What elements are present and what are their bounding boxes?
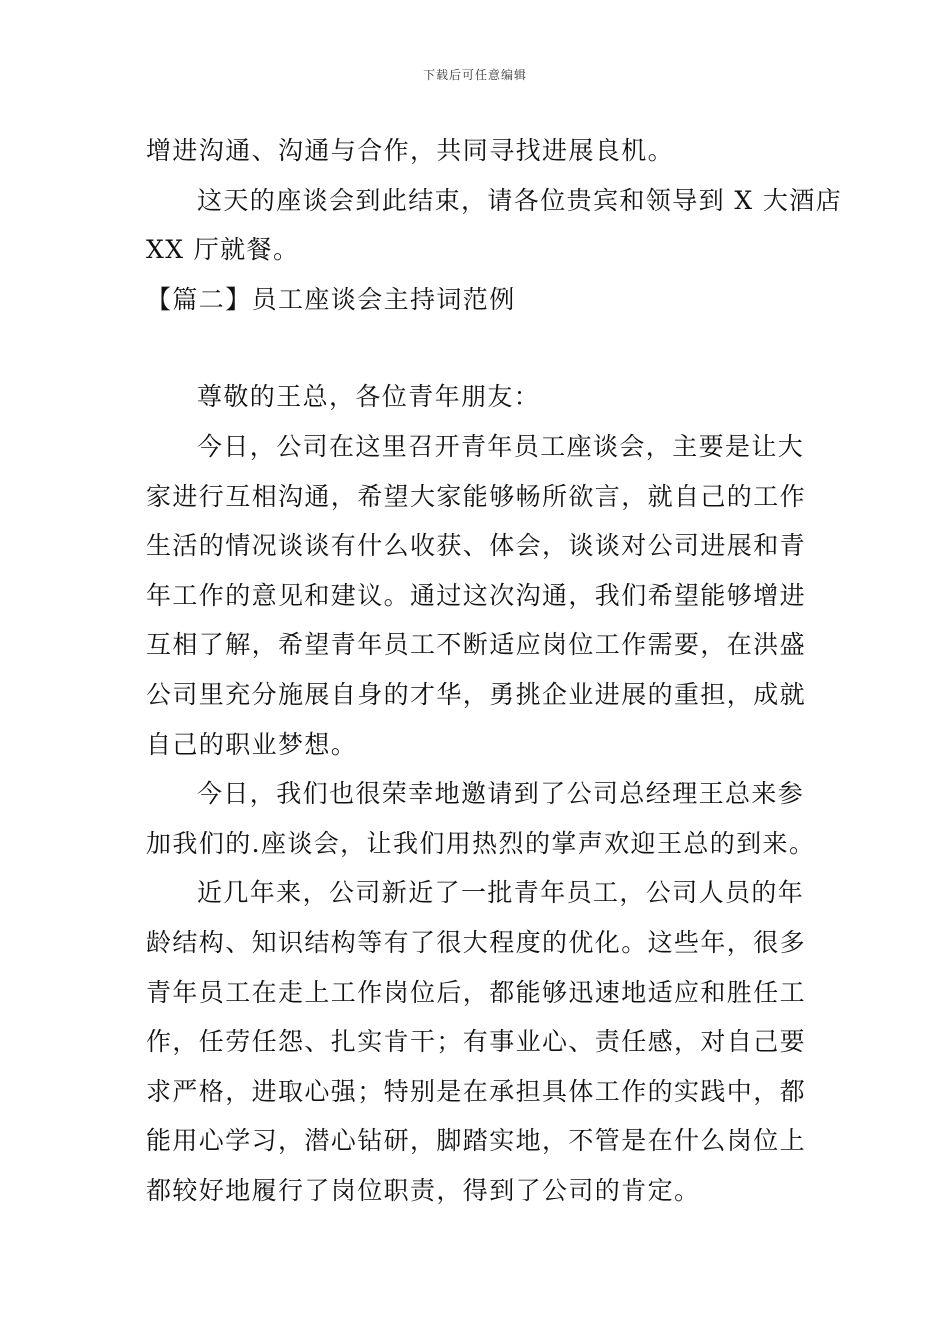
paragraph-line: 都较好地履行了岗位职责，得到了公司的肯定。 (146, 1175, 701, 1205)
paragraph-line: 生活的情况谈谈有什么收获、体会，谈谈对公司进展和青 (146, 531, 807, 561)
paragraph-line: 近几年来，公司新近了一批青年员工，公司人员的年 (197, 878, 805, 908)
salutation-line: 尊敬的王总，各位青年朋友： (197, 382, 541, 412)
paragraph-line: 年工作的意见和建议。通过这次沟通，我们希望能够增进 (146, 580, 807, 610)
paragraph-line: 作，任劳任怨、扎实肯干；有事业心、责任感，对自己要 (146, 1027, 807, 1057)
paragraph-line: 加我们的.座谈会，让我们用热烈的掌声欢迎王总的到来。 (146, 828, 816, 858)
paragraph-line: 青年员工在走上工作岗位后，都能够迅速地适应和胜任工 (146, 977, 807, 1007)
paragraph-line: 能用心学习，潜心钻研，脚踏实地，不管是在什么岗位上 (146, 1126, 807, 1156)
paragraph-line: 龄结构、知识结构等有了很大程度的优化。这些年，很多 (146, 927, 807, 957)
page-header-note: 下载后可任意编辑 (422, 68, 527, 82)
paragraph-line: 今日，公司在这里召开青年员工座谈会，主要是让大 (197, 431, 805, 461)
paragraph-line: XX 厅就餐。 (146, 235, 300, 265)
section-spacer (146, 324, 810, 372)
paragraph-line: 家进行互相沟通，希望大家能够畅所欲言，就自己的工作 (146, 481, 807, 511)
paragraph-line: 互相了解，希望青年员工不断适应岗位工作需要，在洪盛 (146, 630, 807, 660)
paragraph-line: 公司里充分施展自身的才华，勇挑企业进展的重担，成就 (146, 679, 807, 709)
paragraph-line: 求严格，进取心强；特别是在承担具体工作的实践中，都 (146, 1076, 807, 1106)
paragraph-line: 这天的座谈会到此结束，请各位贵宾和领导到 X 大酒店 (197, 185, 843, 215)
section-heading: 【篇二】员工座谈会主持词范例 (146, 284, 516, 314)
paragraph-line: 增进沟通、沟通与合作，共同寻找进展良机。 (146, 136, 675, 165)
paragraph-line: 自己的职业梦想。 (146, 729, 358, 759)
document-body (146, 126, 843, 1215)
paragraph-line: 今日，我们也很荣幸地邀请到了公司总经理王总来参 (197, 779, 805, 809)
